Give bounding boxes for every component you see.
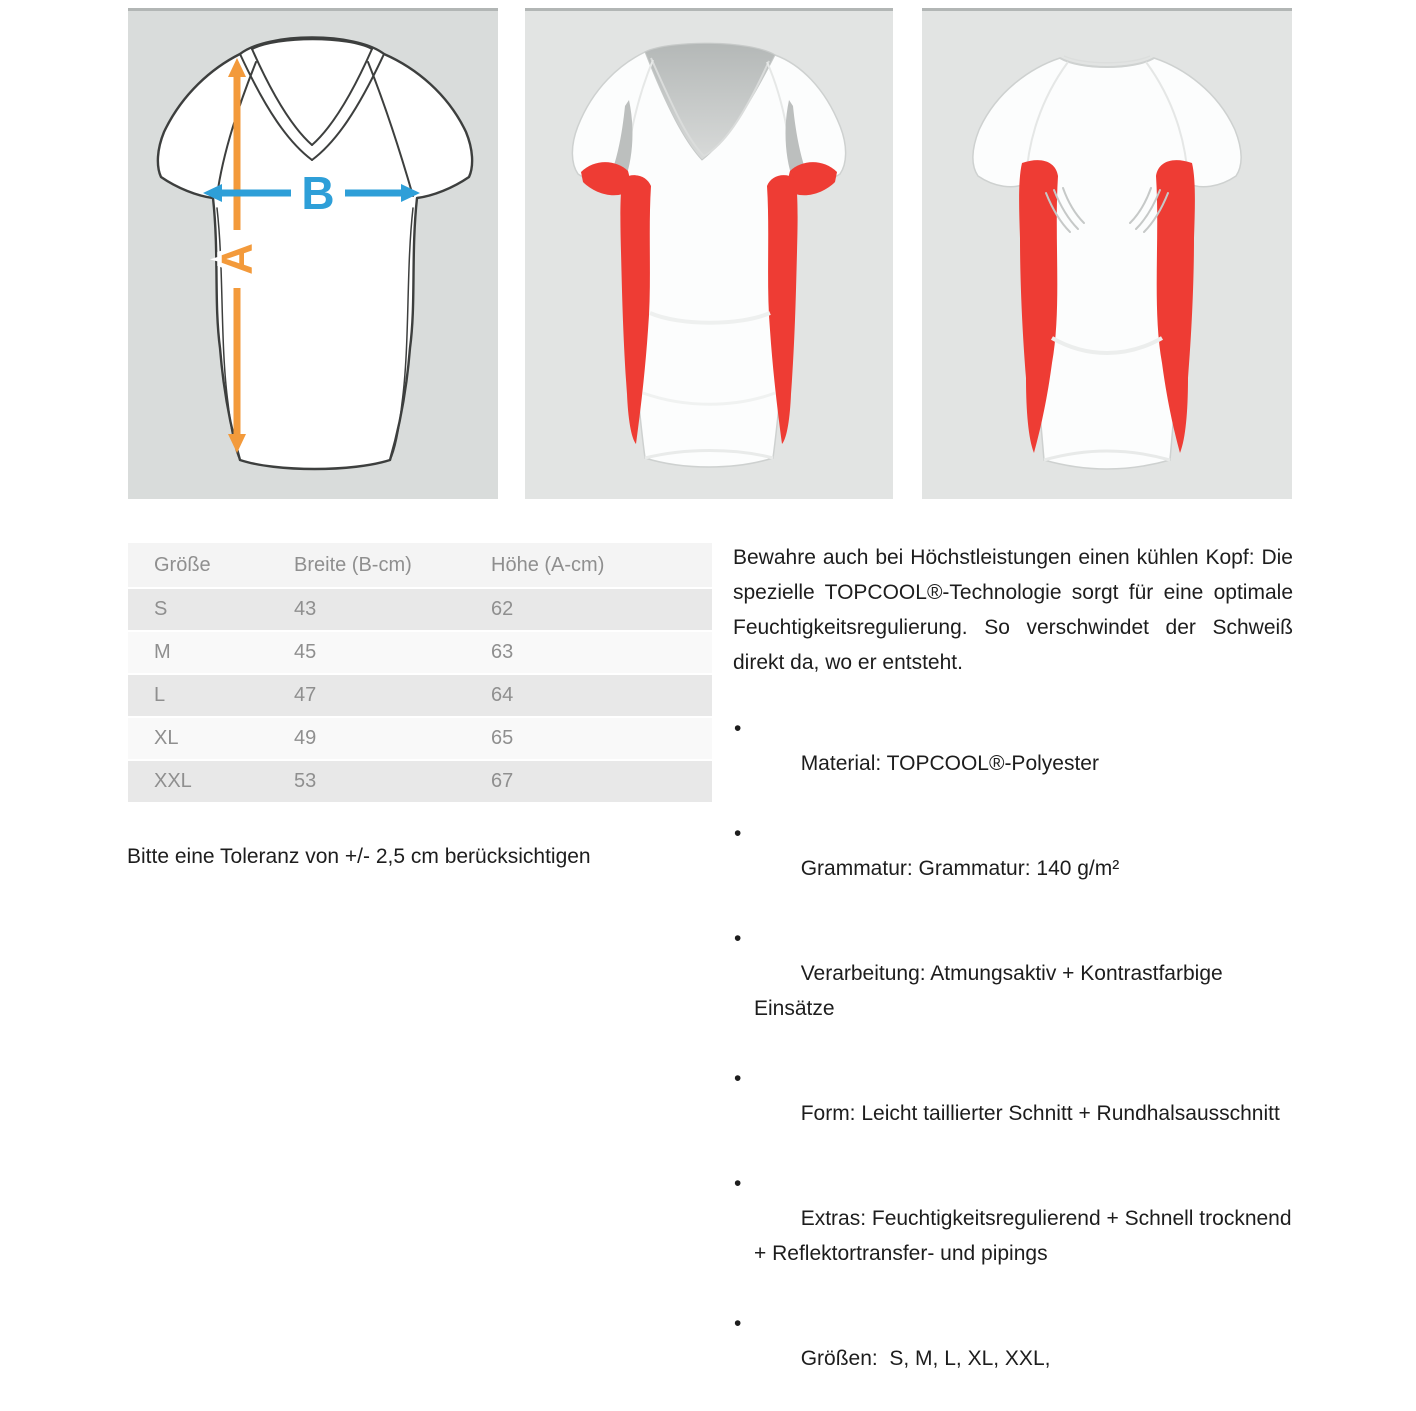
- front-view-image: [525, 8, 893, 499]
- table-row: [128, 717, 712, 760]
- feature-text: Verarbeitung: Atmungsaktiv + Kontrastfarbige Einsätze: [754, 962, 1229, 1020]
- feature-list: [733, 711, 1298, 1411]
- back-view-svg: [922, 8, 1292, 499]
- cell-height: 63: [465, 631, 712, 674]
- feature-text: Material: TOPCOOL®-Polyester: [800, 752, 1099, 775]
- table-row: [128, 588, 712, 631]
- bullet-icon: •: [734, 1312, 742, 1335]
- feature-item-extras: [733, 1166, 1298, 1306]
- cell-size: XL: [128, 717, 268, 760]
- feature-item-form: [733, 1061, 1293, 1166]
- cell-size: L: [128, 674, 268, 717]
- diagram-top-edge: [128, 8, 498, 11]
- feature-item-material: [733, 711, 1293, 816]
- feature-text: Extras: Feuchtigkeitsregulierend + Schnell trocknend + Reflektortransfer- und pipings: [754, 1207, 1298, 1265]
- table-row: [128, 760, 712, 803]
- bullet-icon: •: [734, 927, 742, 950]
- col-header-size: Größe: [128, 543, 268, 588]
- bullet-icon: •: [734, 717, 742, 740]
- cell-height: 64: [465, 674, 712, 717]
- cell-size: M: [128, 631, 268, 674]
- table-row: [128, 631, 712, 674]
- feature-item-grammatur: [733, 816, 1293, 921]
- feature-text: Grammatur: Grammatur: 140 g/m²: [800, 857, 1120, 880]
- cell-height: 62: [465, 588, 712, 631]
- measure-a-label: A: [212, 243, 262, 275]
- size-diagram-image: [128, 8, 498, 499]
- feature-item-verarbeitung: [733, 921, 1293, 1061]
- feature-item-groessen: [733, 1306, 1293, 1411]
- size-table: [128, 543, 712, 804]
- bullet-icon: •: [734, 1172, 742, 1195]
- size-diagram-svg: [128, 8, 498, 499]
- cell-size: XXL: [128, 760, 268, 803]
- cell-width: 53: [268, 760, 465, 803]
- front-top-edge: [525, 8, 893, 11]
- back-top-edge: [922, 8, 1292, 11]
- cell-width: 49: [268, 717, 465, 760]
- table-row: [128, 674, 712, 717]
- cell-width: 43: [268, 588, 465, 631]
- cell-height: 65: [465, 717, 712, 760]
- cell-height: 67: [465, 760, 712, 803]
- bullet-icon: •: [734, 1067, 742, 1090]
- feature-text: Größen: S, M, L, XL, XXL,: [800, 1347, 1051, 1370]
- back-view-image: [922, 8, 1292, 499]
- bullet-icon: •: [734, 822, 742, 845]
- tolerance-note: Bitte eine Toleranz von +/- 2,5 cm berücksichtigen: [127, 845, 591, 868]
- front-view-svg: [525, 8, 893, 499]
- size-table-header-row: [128, 543, 712, 588]
- col-header-height: Höhe (A-cm): [465, 543, 712, 588]
- cell-size: S: [128, 588, 268, 631]
- col-header-width: Breite (B-cm): [268, 543, 465, 588]
- cell-width: 45: [268, 631, 465, 674]
- measure-b-label: B: [301, 167, 335, 219]
- product-description: [733, 540, 1298, 1411]
- description-paragraph: Bewahre auch bei Höchstleistungen einen kühlen Kopf: Die spezielle TOPCOOL®-Technologie sorgt für eine optimale Feuchtigkeitsregulierung. So verschwindet der Schweiß direkt da, wo er entsteht.: [733, 546, 1293, 674]
- feature-text: Form: Leicht taillierter Schnitt + Rundhalsausschnitt: [800, 1102, 1280, 1125]
- cell-width: 47: [268, 674, 465, 717]
